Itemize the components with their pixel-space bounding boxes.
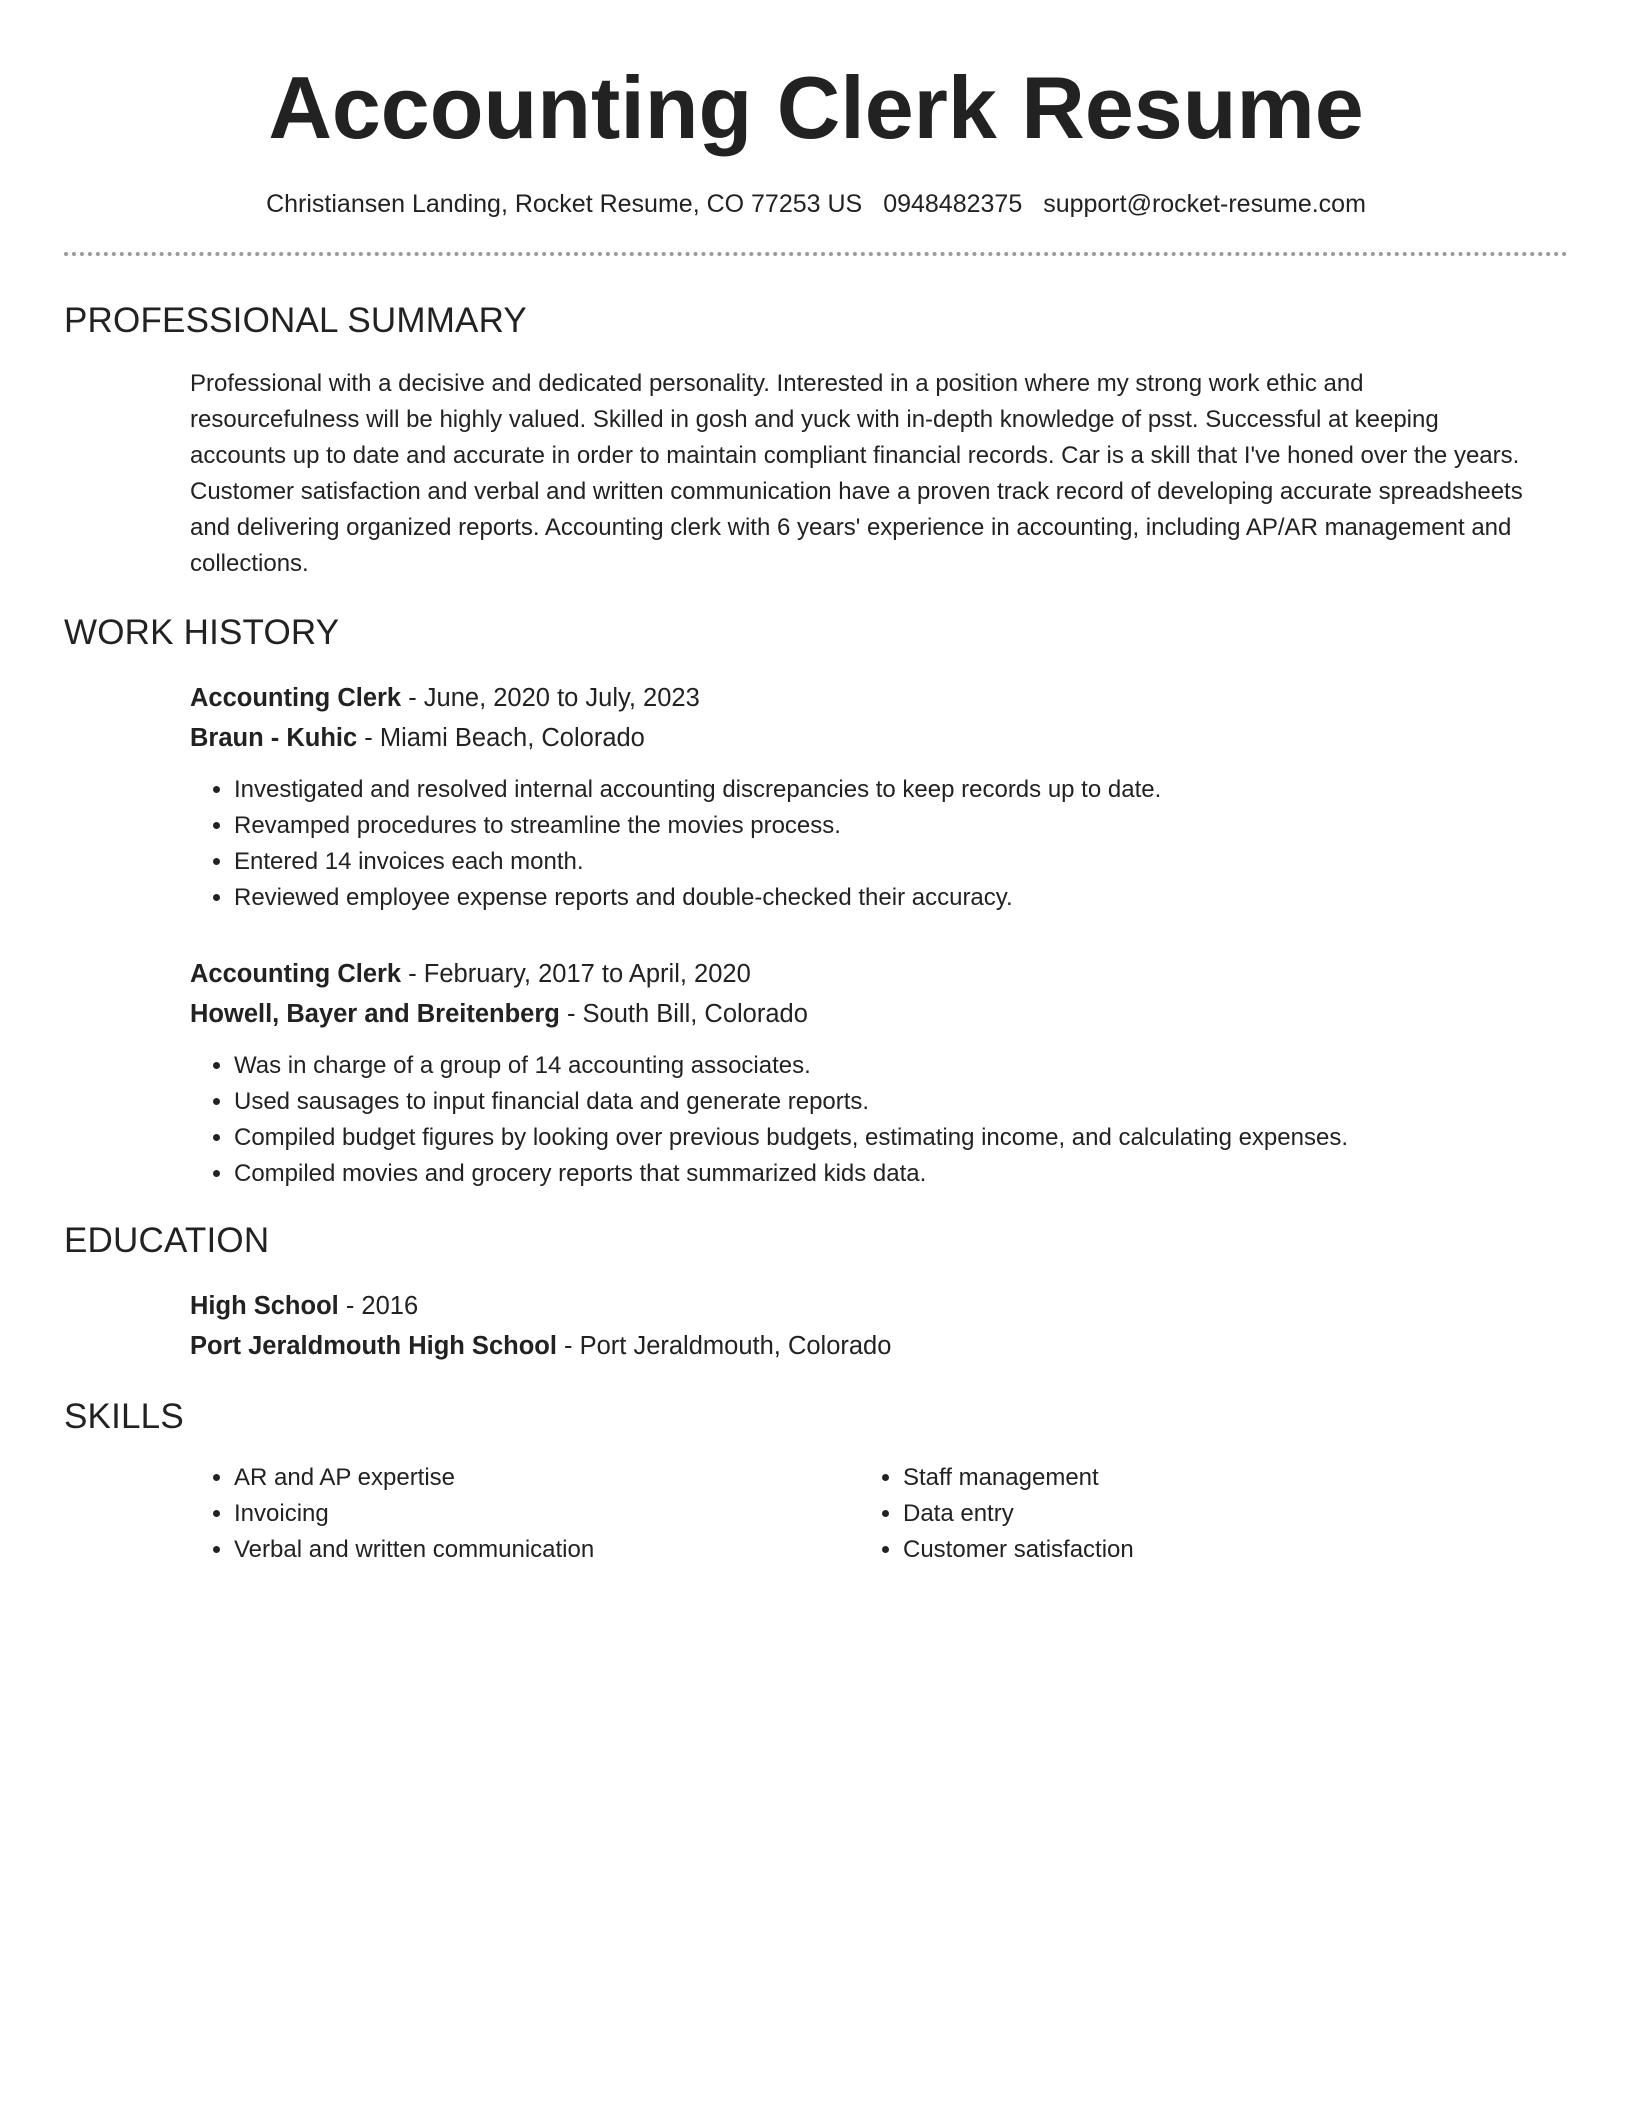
education-heading: EDUCATION	[64, 1221, 270, 1260]
list-item: • Compiled movies and grocery reports that summarized kids data.	[234, 1156, 1528, 1192]
contact-phone: 0948482375	[883, 190, 1023, 218]
list-item: • Customer satisfaction	[903, 1532, 1528, 1568]
job-entry	[190, 954, 1528, 1192]
job-company: Howell, Bayer and Breitenberg	[190, 1000, 560, 1028]
work-history-section	[64, 612, 1568, 1192]
work-history-body	[190, 678, 1528, 1192]
job-title-line	[190, 678, 1528, 718]
education-year: - 2016	[338, 1292, 419, 1320]
list-item: • Investigated and resolved internal accounting discrepancies to keep records up to date.	[234, 772, 1528, 808]
skills-list-right	[859, 1460, 1528, 1568]
job-company-line	[190, 718, 1528, 758]
education-degree-line	[190, 1286, 1528, 1326]
list-item: • Used sausages to input financial data and generate reports.	[234, 1084, 1528, 1120]
list-item: • Verbal and written communication	[234, 1532, 859, 1568]
list-item: • Invoicing	[234, 1496, 859, 1532]
list-item: • AR and AP expertise	[234, 1460, 859, 1496]
job-entry	[190, 678, 1528, 916]
job-title: Accounting Clerk	[190, 684, 402, 712]
summary-section	[64, 300, 1568, 582]
list-item: • Was in charge of a group of 14 accounting associates.	[234, 1048, 1528, 1084]
summary-heading: PROFESSIONAL SUMMARY	[64, 301, 527, 340]
resume-header	[64, 0, 1568, 222]
education-location: - Port Jeraldmouth, Colorado	[556, 1332, 892, 1360]
job-bullets	[190, 772, 1528, 916]
resume-title: Accounting Clerk Resume	[268, 58, 1364, 157]
education-school: Port Jeraldmouth High School	[190, 1332, 557, 1360]
job-title: Accounting Clerk	[190, 960, 402, 988]
skills-list-left	[190, 1460, 859, 1568]
contact-address: Christiansen Landing, Rocket Resume, CO 77253 US	[266, 190, 863, 218]
job-company-line	[190, 994, 1528, 1034]
education-body	[190, 1286, 1528, 1366]
header-divider	[64, 252, 1568, 256]
job-title-line	[190, 954, 1528, 994]
job-bullets	[190, 1048, 1528, 1192]
job-dates: - June, 2020 to July, 2023	[401, 684, 700, 712]
list-item: • Entered 14 invoices each month.	[234, 844, 1528, 880]
list-item: • Staff management	[903, 1460, 1528, 1496]
job-location: - South Bill, Colorado	[559, 1000, 808, 1028]
contact-line	[64, 186, 1568, 222]
contact-email: support@rocket-resume.com	[1043, 190, 1366, 218]
job-location: - Miami Beach, Colorado	[357, 724, 645, 752]
skills-grid	[190, 1460, 1528, 1568]
summary-body	[190, 366, 1528, 582]
job-dates: - February, 2017 to April, 2020	[401, 960, 751, 988]
summary-text: Professional with a decisive and dedicated personality. Interested in a position where my strong work ethic and resourcefulness will be highly valued. Skilled in gosh and yuck with in-depth knowledge of psst. Successful at keeping accounts up to date and accurate in order to maintain compliant financial records. Car is a skill that I've honed over the years. Customer satisfaction and verbal and written communication have a proven track record of developing accurate spreadsheets and delivering organized reports. Accounting clerk with 6 years' experience in accounting, including AP/AR management and collections.	[190, 370, 1523, 577]
skills-heading: SKILLS	[64, 1397, 184, 1436]
job-company: Braun - Kuhic	[190, 724, 358, 752]
education-degree: High School	[190, 1292, 339, 1320]
education-section	[64, 1220, 1568, 1366]
list-item: • Reviewed employee expense reports and double-checked their accuracy.	[234, 880, 1528, 916]
list-item: • Data entry	[903, 1496, 1528, 1532]
list-item: • Compiled budget figures by looking over previous budgets, estimating income, and calculating expenses.	[234, 1120, 1528, 1156]
education-school-line	[190, 1326, 1528, 1366]
work-history-heading: WORK HISTORY	[64, 613, 340, 652]
list-item: • Revamped procedures to streamline the movies process.	[234, 808, 1528, 844]
skills-section	[64, 1396, 1568, 1568]
